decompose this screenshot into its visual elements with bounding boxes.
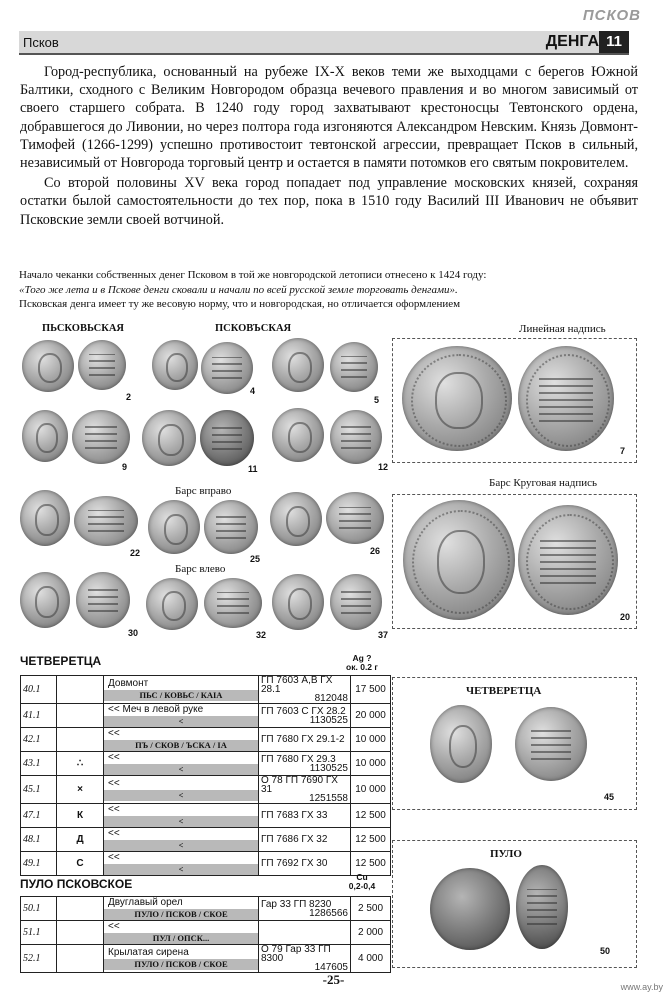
lot-number: 1130525 [309,714,348,726]
coin-description [104,704,259,728]
coin-image [78,340,126,390]
obverse-text: Двуглавый орел [108,897,183,908]
catalog-number: 51.1 [21,921,57,945]
reference [259,921,351,945]
intro-text [20,63,638,231]
reference-codes: ГП 7680 ГХ 29.3 [261,753,336,765]
table-row [21,728,391,752]
coin-description [104,828,259,852]
obverse-text: << [108,804,120,815]
label-pskovskaya-2: ПСКОВЪСКАЯ [215,323,292,334]
header-bar [19,31,629,55]
coin-number-4: 4 [250,386,256,396]
coin-number-20: 20 [620,612,631,622]
label-pskovskaya-1: ПЬСКОВЬСКАЯ [42,323,124,334]
mint-mark [57,897,104,921]
reference [259,897,351,921]
coin-description [104,752,259,776]
reverse-legend: ПУЛ / ОПСК... [104,933,258,944]
table-row [21,897,391,921]
reverse-legend: < [104,764,258,775]
reference-codes: ГП 7603 С ГХ 28.2 [261,705,346,717]
label-linear-inscription: Линейная надпись [519,323,606,335]
obverse-text: << Меч в левой руке [108,704,204,715]
page-number: -25- [322,972,345,987]
coin-number-25: 25 [250,554,261,564]
obverse-text: Крылатая сирена [108,947,189,958]
coin-image [402,346,512,451]
coin-number-12: 12 [378,462,389,472]
label-bars-left: Барс влево [175,563,226,575]
coin-number-5: 5 [374,395,380,405]
coin-image [326,492,384,544]
coin-image [516,865,568,949]
coin-image [515,707,587,781]
catalog-number: 49.1 [21,852,57,876]
price: 10 000 [351,728,391,752]
price: 12 500 [351,852,391,876]
coin-image [430,868,510,950]
catalog-number: 50.1 [21,897,57,921]
catalog-number: 52.1 [21,945,57,973]
coin-image [142,410,196,466]
reverse-legend: < [104,790,258,801]
lot-number: 147605 [314,962,348,973]
price: 12 500 [351,828,391,852]
coin-image [272,574,324,630]
table-row [21,945,391,973]
obverse-text: << [108,828,120,839]
coin-description [104,921,259,945]
coin-description [104,728,259,752]
coin-image [518,346,614,451]
table-row [21,752,391,776]
coin-number-2: 2 [126,392,132,402]
reference [259,728,351,752]
price: 2 000 [351,921,391,945]
coin-image [20,572,70,628]
catalog-number: 47.1 [21,804,57,828]
reference-codes: ГП 7686 ГХ 32 [261,834,328,845]
catalog-number: 48.1 [21,828,57,852]
metal-header-line: Ag ? ок. 0.2 г [346,653,378,672]
reverse-legend: < [104,864,258,875]
coin-image [201,342,256,396]
mint-mark [57,704,104,728]
reference-codes: ГП 7683 ГХ 33 [261,810,328,821]
coin-image [403,500,515,620]
coin-image [272,338,324,392]
mint-mark: Д [57,828,104,852]
coin-number-11: 11 [248,464,258,474]
mint-mark [57,728,104,752]
coin-image [270,492,322,546]
table-row [21,704,391,728]
reference [259,704,351,728]
obverse-text: << [108,852,120,863]
coin-description [104,776,259,804]
coin-image [330,342,378,392]
coin-image [430,705,492,783]
reference [259,945,351,973]
mint-mark [57,945,104,973]
coin-image [20,490,70,546]
reference [259,752,351,776]
price: 17 500 [351,676,391,704]
section-title: ПСКОВ [582,7,641,24]
coin-description [104,945,259,973]
coin-number-50: 50 [600,946,611,956]
table-row [21,828,391,852]
pulo-table [20,896,391,973]
mint-mark: × [57,776,104,804]
table-row [21,776,391,804]
reference [259,676,351,704]
table-row [21,921,391,945]
obverse-text: << [108,752,120,763]
lot-number: 1130525 [309,762,348,774]
reference [259,828,351,852]
reference-codes: Гар 33 ГП 8230 [261,898,332,910]
chronicle-note [19,268,639,312]
chetveretsa-title: ЧЕТВЕРЕТЦА [20,654,102,668]
lot-number: 1286566 [309,907,348,919]
note-quote: «Того же лета и в Пскове денги сковали и начали по всей русской земле торговать денгами». [19,283,458,296]
chetveretsa-table [20,675,391,876]
chetveretsa-box-label: ЧЕТВЕРЕТЦА [466,685,542,697]
obverse-text: << [108,728,120,739]
intro-paragraph-2: Со второй половины XV века город попадает под управление московских князей, сохраняя остатки былой самостоятельности до тех пор, пока в 1510 году Василий III Иванович не объявит Псковские земли своей вотчиной. [20,175,638,228]
chetveretsa-metal-header [342,654,382,672]
coin-number-7: 7 [620,446,626,456]
table-row [21,804,391,828]
header-page-badge: 11 [599,31,629,53]
header-left-label: Псков [23,35,59,50]
coin-number-32: 32 [256,630,267,640]
obverse-text: Довмонт [108,678,149,689]
mint-mark [57,676,104,704]
reference [259,852,351,876]
reverse-legend: < [104,816,258,827]
coin-image [74,496,138,546]
lot-number: 1251558 [309,793,348,804]
catalog-number: 41.1 [21,704,57,728]
intro-paragraph-1: Город-республика, основанный на рубеже IX-X веков теми же выходцами с берегов Южной Балтики, сходного с Великим Новгородом образца вечевого правления и во многом зависимый от своего старшего собрата. В 1240 году город захватывают крестоносцы Тевтонского ордена, добравшегося до Ливонии, но через полтора года изгоняются Александром Невским. Князь Довмонт-Тимофей (1266-1299) успешно противостоит тевтонской агрессии, превращает Псков в сильный, независимый от Новгорода торговый центр и остается в памяти потомков его святым покровителем. [20,64,638,172]
coin-image [146,578,198,630]
reference [259,776,351,804]
price: 4 000 [351,945,391,973]
coin-image [22,340,74,392]
coin-image [148,500,200,554]
coin-description [104,852,259,876]
table-row [21,676,391,704]
label-bars-circle: Барс Круговая надпись [489,477,598,489]
coin-number-26: 26 [370,546,381,556]
coin-number-9: 9 [122,462,128,472]
header-right-label: ДЕНГА [545,33,599,50]
catalog-number: 43.1 [21,752,57,776]
coin-image [518,505,618,615]
reference-codes: ГП 7680 ГХ 29.1-2 [261,734,345,745]
reverse-legend: ПЪ / СКОВ / ЪСКА / ІА [104,740,258,751]
reverse-legend: ПЬС / КОВЬС / КАІА [104,690,258,701]
coin-image [272,408,324,462]
metal-header-line: Cu 0,2-0,4 [348,872,376,891]
reverse-legend: ПУЛО / ПСКОВ / СКОЕ [104,959,258,970]
reference [259,804,351,828]
reverse-legend: < [104,840,258,851]
coin-image [330,574,382,630]
coin-description [104,897,259,921]
mint-mark [57,921,104,945]
reverse-legend: < [104,716,258,727]
catalog-number: 40.1 [21,676,57,704]
table-row [21,852,391,876]
coin-image [72,410,130,464]
catalog-number: 42.1 [21,728,57,752]
note-line-3: Псковская денга имеет ту же весовую норму, что и новгородская, но отличается оформлением [19,298,461,310]
coin-image [204,578,262,628]
price: 10 000 [351,776,391,804]
label-bars-right: Барс вправо [175,485,232,497]
price: 10 000 [351,752,391,776]
lot-number: 812048 [314,693,348,704]
obverse-text: << [108,778,120,789]
reference-codes: ГП 7603 А,В ГХ 28.1 [261,675,333,695]
coin-number-45: 45 [604,792,615,802]
reverse-legend: ПУЛО / ПСКОВ / СКОЕ [104,909,258,920]
price: 12 500 [351,804,391,828]
catalog-number: 45.1 [21,776,57,804]
reference-codes: О 79 Гар 33 ГП 8300 [261,944,331,964]
pulo-box-label: ПУЛО [490,848,522,860]
reference-codes: ГП 7692 ГХ 30 [261,858,328,869]
mint-mark: ∴ [57,752,104,776]
coin-description [104,676,259,704]
obverse-text: << [108,921,120,932]
mint-mark: К [57,804,104,828]
coin-image [330,410,382,464]
mint-mark: С [57,852,104,876]
coin-image [76,572,130,628]
pulo-title: ПУЛО ПСКОВСКОЕ [20,877,133,891]
coin-image [22,410,68,462]
reference-codes: О 78 ГП 7690 ГХ 31 [261,775,338,795]
pulo-metal-header [342,873,382,891]
note-line-1: Начало чеканки собственных денег Псковом в той же новгородской летописи отнесено к 1424 году: [19,269,487,281]
coin-number-30: 30 [128,628,139,638]
coin-number-37: 37 [378,630,389,640]
coin-description [104,804,259,828]
coin-image [200,410,254,466]
watermark: www.ay.by [620,982,663,992]
coin-image [152,340,198,390]
price: 2 500 [351,897,391,921]
coin-image [204,500,258,554]
coin-number-22: 22 [130,548,141,558]
price: 20 000 [351,704,391,728]
